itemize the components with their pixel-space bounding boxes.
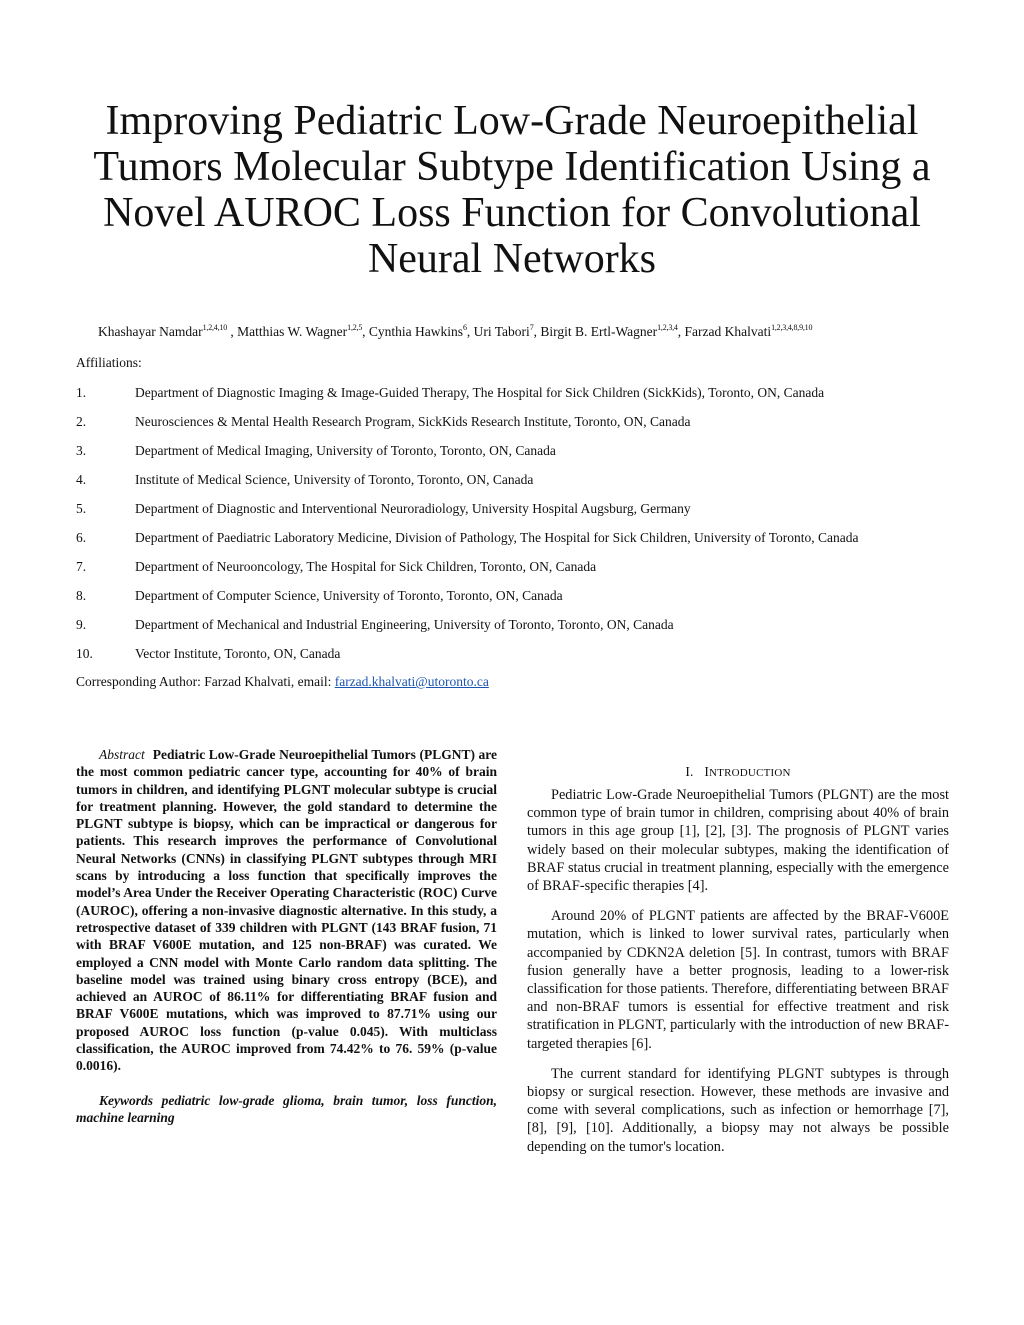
affiliation-item xyxy=(76,384,976,413)
affiliation-number: 9. xyxy=(76,617,87,632)
corresponding-label: Corresponding Author: Farzad Khalvati, email: xyxy=(76,674,335,689)
section-numeral: I. xyxy=(685,764,694,779)
affiliations-heading: Affiliations: xyxy=(76,355,142,370)
intro-paragraph: Pediatric Low-Grade Neuroepithelial Tumors (PLGNT) are the most common type of brain tumor in children, comprising about 40% of brain tumors in this age group [1], [2], [3]. The prognosis of PLGNT varies widely based on their molecular subtypes, making the identification of BRAF status crucial in treatment planning, especially with the emergence of BRAF-specific therapies [4]. xyxy=(527,787,949,895)
right-column xyxy=(527,764,949,1168)
affiliation-item xyxy=(76,616,976,645)
author-name: Farzad Khalvati xyxy=(684,324,772,339)
affiliations-list xyxy=(76,384,976,674)
affiliation-number: 4. xyxy=(76,472,87,487)
author-affiliation-marks: 1,2,3,4 xyxy=(657,323,678,332)
affiliation-text: Department of Neurooncology, The Hospital for Sick Children, Toronto, ON, Canada xyxy=(135,559,597,574)
affiliation-text: Neurosciences & Mental Health Research Program, SickKids Research Institute, Toronto, ON, Canada xyxy=(135,414,691,429)
affiliation-number: 7. xyxy=(76,559,87,574)
intro-paragraph: Around 20% of PLGNT patients are affected by the BRAF-V600E mutation, which is linked to lower survival rates, particularly when accompanied by CDKN2A deletion [5]. In contrast, tumors with BRAF fusion generally have a better prognosis, leading to a lower-risk classification for those patients. Therefore, differentiating between BRAF and non-BRAF tumors is essential for effective treatment and risk stratification in PLGNT, particularly with the introduction of new BRAF-targeted therapies [6]. xyxy=(527,908,949,1052)
author-affiliation-marks: 6 xyxy=(463,323,467,332)
intro-paragraph: The current standard for identifying PLGNT subtypes is through biopsy or surgical resection. However, these methods are invasive and come with several complications, such as infection or hemorrhage [7], [8], [9], [10]. Additionally, a biopsy may not always be possible depending on the tumor's location. xyxy=(527,1065,949,1155)
affiliation-number: 8. xyxy=(76,588,87,603)
affiliation-item xyxy=(76,413,976,442)
keywords: Keywords pediatric low-grade glioma, brain tumor, loss function, machine learning xyxy=(76,1092,497,1125)
affiliation-text: Department of Diagnostic and Interventional Neuroradiology, University Hospital Augsburg, Germany xyxy=(135,501,691,516)
abstract-text: Pediatric Low-Grade Neuroepithelial Tumors (PLGNT) are the most common pediatric cancer type, accounting for 40% of brain tumors in children, and identifying PLGNT molecular subtype is crucial for treatment planning. However, the gold standard to determine the PLGNT subtype is biopsy, which can be impractical or dangerous for patients. This research improves the performance of Convolutional Neural Networks (CNNs) in classifying PLGNT subtypes through MRI scans by introducing a loss function that specifically improves the model’s Area Under the Receiver Operating Characteristic (ROC) Curve (AUROC), offering a non-invasive diagnostic alternative. In this study, a retrospective dataset of 339 children with PLGNT (143 BRAF fusion, 71 with BRAF V600E mutation, and 125 non-BRAF) was curated. We employed a CNN model with Monte Carlo random data splitting. The baseline model was trained using binary cross entropy (BCE), and achieved an AUROC of 86.11% for differentiating BRAF fusion and BRAF V600E mutations, which was improved to 87.71% using our proposed AUROC loss function (p-value 0.045). With multiclass classification, the AUROC improved from 74.42% to 76. 59% (p-value 0.0016). xyxy=(76,747,497,1074)
author-affiliation-marks: 1,2,5 xyxy=(347,323,363,332)
affiliation-text: Department of Medical Imaging, University of Toronto, Toronto, ON, Canada xyxy=(135,443,556,458)
author-list xyxy=(98,323,978,340)
affiliation-item xyxy=(76,529,976,558)
author-name: Matthias W. Wagner xyxy=(237,324,348,339)
affiliation-number: 2. xyxy=(76,414,87,429)
author-separator: , xyxy=(533,324,541,339)
affiliation-item xyxy=(76,587,976,616)
author-affiliation-marks: 1,2,3,4,8,9,10 xyxy=(771,323,813,332)
affiliation-text: Department of Paediatric Laboratory Medicine, Division of Pathology, The Hospital for Sick Children, University of Toronto, Canada xyxy=(135,530,859,545)
email-link[interactable]: farzad.khalvati@utoronto.ca xyxy=(334,674,489,689)
author-name: Birgit B. Ertl-Wagner xyxy=(540,324,658,339)
affiliation-text: Department of Computer Science, University of Toronto, Toronto, ON, Canada xyxy=(135,588,563,603)
paper-title: Improving Pediatric Low-Grade Neuroepithelial Tumors Molecular Subtype Identification Using a Novel AUROC Loss Function for Convolutional Neural Networks xyxy=(93,98,931,282)
affiliation-item xyxy=(76,500,976,529)
author-affiliation-marks: 1,2,4,10 xyxy=(202,323,227,332)
affiliation-text: Institute of Medical Science, University of Toronto, Toronto, ON, Canada xyxy=(135,472,534,487)
author-affiliation-marks: 7 xyxy=(529,323,534,332)
author-separator: , xyxy=(362,324,369,339)
affiliation-text: Vector Institute, Toronto, ON, Canada xyxy=(135,646,341,661)
author-separator: , xyxy=(466,324,474,339)
corresponding-author xyxy=(76,674,489,690)
affiliation-item xyxy=(76,442,976,471)
affiliation-number: 3. xyxy=(76,443,87,458)
affiliation-number: 6. xyxy=(76,530,87,545)
author-name: Khashayar Namdar xyxy=(98,324,203,339)
author-separator: , xyxy=(677,324,685,339)
affiliation-item xyxy=(76,645,976,674)
affiliation-text: Department of Mechanical and Industrial Engineering, University of Toronto, Toronto, ON, Canada xyxy=(135,617,674,632)
author-name: Cynthia Hawkins xyxy=(368,324,464,339)
abstract-label: Abstract xyxy=(99,747,145,762)
author-name: Uri Tabori xyxy=(473,324,530,339)
author-separator: , xyxy=(227,324,238,339)
affiliation-item xyxy=(76,471,976,500)
affiliation-text: Department of Diagnostic Imaging & Image-Guided Therapy, The Hospital for Sick Children (SickKids), Toronto, ON, Canada xyxy=(135,385,825,400)
affiliation-number: 5. xyxy=(76,501,87,516)
left-column xyxy=(76,746,497,1126)
section-heading-introduction xyxy=(527,764,949,780)
affiliation-number: 10. xyxy=(76,646,93,661)
abstract xyxy=(76,746,497,1075)
section-initial: I xyxy=(704,764,710,779)
affiliation-number: 1. xyxy=(76,385,87,400)
affiliation-item xyxy=(76,558,976,587)
section-title-rest: NTRODUCTION xyxy=(709,767,791,779)
